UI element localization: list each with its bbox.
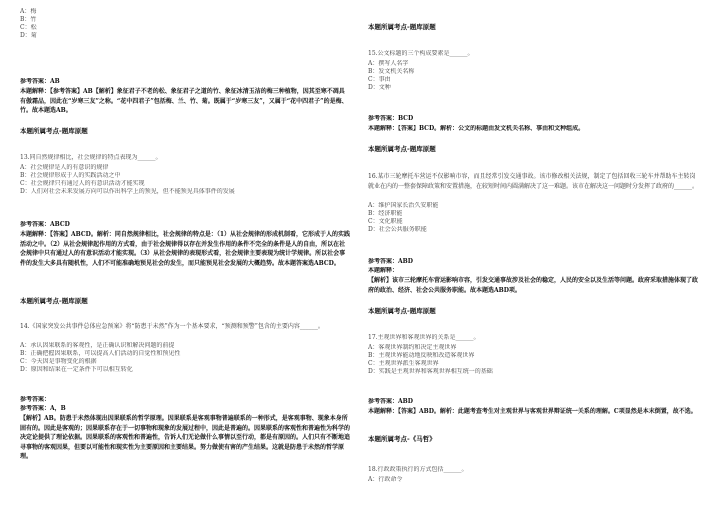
q14-option-a: A：承认因果联系的客观性，是正确认识和解决问题的前提 (20, 342, 175, 349)
prev-answer: 参考答案：AB (20, 78, 60, 85)
q13-option-b: B：社会规律形成于人的实践活动之中 (20, 172, 121, 179)
q16-topic: 本题所属考点-题库原题 (368, 307, 436, 315)
q14-stem: 14.《国家突发公共事件总体应急预案》将“防患于未然”作为一个基本要求，“预测和预警”包含的主要内容______。 (20, 323, 324, 330)
prev-explanation: 本题解释：【参考答案】AB【解析】象征君子不老的松、象征君子之道的竹、象征冰清玉洁的梅三种植物，因其至寒不凋具有傲霜品，因此在“岁寒三友”之称。“花中四君子”包括梅、兰、竹、菊。既属于“岁寒三友”，又属于“花中四君子”的是梅、竹。故本题选AB。 (20, 88, 348, 114)
q14-option-b: B：正确把握因果联系，可以提高人们活动的自觉性和预见性 (20, 350, 181, 357)
q15-options (368, 60, 698, 92)
q16-option-d: D：社会公共服务职能 (368, 226, 427, 233)
q15-topic: 本题所属考点-题库原题 (368, 145, 436, 153)
q15-option-a: A：撰写人名字 (368, 60, 409, 67)
q16-stem: 16.某市三轮摩托车营运不仅影响市容，而且经常引发交通事故。该市修改相关法规，制定了包括回收三轮车并帮助车主转岗就业在内的一整套保障政策和安置措施，在较短时间内圆满解决了这一难题。该市在解决这一问题时分发挥了政府的______。 (368, 173, 698, 190)
q13-option-a: A：社会规律是人的有意识的规律 (20, 164, 109, 171)
q13-topic: 本题所属考点-题库原题 (20, 297, 88, 305)
q18-stem: 18.行政政策执行的方式包括______。 (368, 466, 468, 473)
q13-option-d: D：人们对社会未来发展方向可以作出科学上的预见，但不能预见具体事件的发展 (20, 188, 235, 195)
q14-explanation: 【解析】AB。防患于未然体现出因果联系的哲学原理。因果联系是客观事物普遍联系的一种形式，是客观事物、现象本身所固有的。因此是客观的；因果联系存在于一切事物和现象的发展过程中，因此是普遍的。因果联系的客观性和普遍性为科学的决定论提供了理论依据。因果联系的客观性和普遍性，告诉人们无论做什么事情以至行动，都是有原因的。人们只有不断地追寻事物的客观因果，但要以可能性和现实性为主要原因和主要结果。努力做使有害的产生结果。这就是防患于未然的哲学原理。 (20, 415, 350, 460)
q15-option-c: C：事由 (368, 76, 391, 83)
q13-option-c: C：社会规律只有通过人的有意识活动才能实现 (20, 180, 145, 187)
q14-answer: 参考答案： (20, 396, 51, 403)
q13-stem: 13.同自然规律相比，社会规律的特点表现为______。 (20, 154, 162, 161)
q16-answer: 参考答案：ABD (368, 258, 413, 265)
q16-option-c: C：文化职能 (368, 218, 403, 225)
q17-stem: 17.主观世界和客观世界的关系是______。 (368, 334, 480, 341)
q14-answer-2: 参考答案：A，B (20, 405, 66, 412)
option-c: C：松 (20, 24, 37, 31)
q13-options (20, 164, 350, 196)
q13-answer: 参考答案：ABCD (20, 221, 70, 228)
q15-explanation: 本题解释：【答案】BCD。解析：公文的标题由发文机关名称、事由和文种组成。 (368, 125, 585, 132)
q17-option-c: C：主观世界派生客观世界 (368, 360, 439, 367)
q17-option-b: B：主观世界能动地反映和改造客观世界 (368, 352, 475, 359)
q17-option-a: A：客观世界制约和决定主观世界 (368, 344, 457, 351)
q18-option-a: A：行政命令 (368, 476, 403, 483)
option-b: B：竹 (20, 16, 37, 23)
option-d: D：菊 (20, 32, 37, 39)
prev-topic: 本题所属考点-题库原题 (20, 127, 88, 135)
q16-option-b: B：经济职能 (368, 210, 403, 217)
q15-stem: 15.公文标题的三个构成要素是______。 (368, 50, 474, 57)
q16-option-a: A：维护国家长治久安职能 (368, 202, 439, 209)
q15-answer: 参考答案：BCD (368, 115, 414, 122)
q16-explanation: 【解析】该市三轮摩托车营运影响市容，引发交通事故涉及社会的稳定，人民的安全以及生活等问题。政府采取措施体现了政府的政治、经济、社会公共服务职能。故本题选ABD项。 (368, 277, 698, 294)
option-a: A：梅 (20, 8, 37, 15)
q17-topic: 本题所属考点-《马哲》 (368, 435, 436, 443)
q16-options (368, 202, 698, 234)
q17-answer: 参考答案：ABD (368, 398, 413, 405)
q14-option-d: D：原因和结果在一定条件下可以相互转化 (20, 366, 133, 373)
q15-option-b: B：发文机关名称 (368, 68, 415, 75)
q17-option-d: D：实践是主观世界和客观世界相互统一的基础 (368, 368, 493, 375)
q13-explanation: 本题解释：【答案】ABCD。解析：同自然规律相比，社会规律的特点是：（1）从社会规律的形成机制看，它形成于人的实践活动之中。（2）从社会规律起作用的方式看，由于社会规律得以存在并发生作用的条件不完全的条件是人的自由，所以在社会规律中只有通过人的有意识活动才能实现。（3）从社会规律的表现形式看，社会规律主要表现为统计学规律。所以社会事件的发生大多具有随机性，人们不可能准确地预见社会的发生，而只能预见社会发展的大概趋势。故本题答案选ABCD。 (20, 231, 350, 267)
q14-option-c: C：今天因是事物变化的根据 (20, 358, 97, 365)
q17-options (368, 344, 698, 376)
q17-explanation: 本题解释：【答案】ABD。解析：此题考查考生对主观世界与客观世界辩证统一关系的理解。C项显然是本末倒置，故不选。 (368, 408, 697, 415)
q15-option-d: D：文种 (368, 84, 391, 91)
prev-question-options (20, 8, 350, 40)
q16-explanation-head: 本题解释： (368, 267, 399, 274)
top-topic: 本题所属考点-题库原题 (368, 23, 436, 31)
q14-options (20, 342, 350, 374)
